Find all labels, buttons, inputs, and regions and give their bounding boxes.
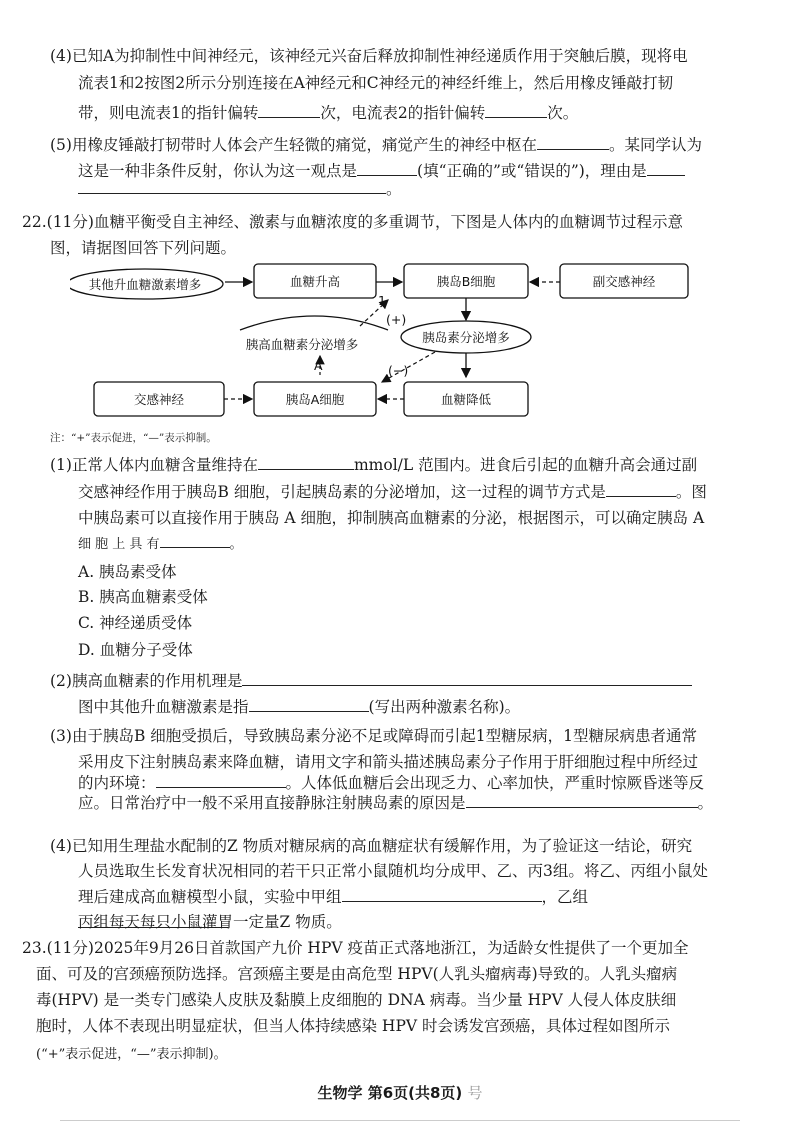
q22-part3-line3: 的内环境： 。人体低血糖后会出现乏力、心率加快，严重时惊厥昏迷等反 [78, 770, 728, 796]
footer-mark: 号 [467, 1084, 483, 1102]
q23-line3: 毒(HPV) 是一类专门感染人皮肤及黏膜上皮细胞的 DNA 病毒。当少量 HPV 人侵人体皮肤细 [36, 991, 677, 1009]
bottom-rule [60, 1120, 740, 1121]
q22-part1-line1: (1)正常人体内血糖含量维持在 mmol/L 范围内。进食后引起的血糖升高会通过副 [50, 452, 730, 478]
answer-blank[interactable] [258, 452, 354, 470]
q21-part5-line3: 。 [78, 176, 728, 202]
q23-line4: 胞时，人体不表现出明显症状，但当人体持续感染 HPV 时会诱发宫颈癌，具体过程如图所示 [36, 1017, 670, 1035]
page-footer [0, 1082, 800, 1103]
answer-blank[interactable] [249, 694, 369, 712]
insulin-up-label: 胰岛素分泌增多 [422, 330, 510, 345]
q21-part5-line2: 这是一种非条件反射，你认为这一观点是 (填“正确的”或“错误的”)，理由是 [78, 158, 728, 184]
q22-part4-line1: (4)已知用生理盐水配制的Z 物质对糖尿病的高血糖症状有缓解作用，为了验证这一结论，研究 [50, 837, 693, 855]
q23-line5: (“+”表示促进，“—”表示抑制)。 [36, 1047, 227, 1062]
option-a[interactable]: A. 胰岛素受体 [78, 563, 177, 581]
glucagon-arc [240, 316, 388, 330]
label-1: 1 [378, 293, 386, 308]
answer-blank[interactable] [606, 479, 676, 497]
alpha-cell-label: 胰岛A细胞 [285, 392, 345, 407]
q22-part1-line3: 中胰岛素可以直接作用于胰岛 A 细胞，抑制胰高血糖素的分泌，根据图示，可以确定胰岛 A [78, 509, 705, 527]
glucose-down-label: 血糖降低 [440, 392, 492, 407]
answer-blank[interactable] [78, 176, 386, 194]
q22-intro-line1: 22.(11分)血糖平衡受自主神经、激素与血糖浓度的多重调节，下图是人体内的血糖调节过程示意 [22, 213, 683, 231]
q23-line2: 面、可及的宫颈癌预防选择。宫颈癌主要是由高危型 HPV(人乳头瘤病毒)导致的。人乳头瘤病 [36, 965, 678, 983]
answer-blank[interactable] [466, 790, 698, 808]
answer-blank[interactable] [156, 770, 286, 788]
q21-part4-line2: 流表1和2按图2所示分别连接在A神经元和C神经元的神经纤维上，然后用橡皮锤敲打韧 [78, 74, 674, 92]
other-hormones-label: 其他升血糖激素增多 [88, 277, 202, 292]
answer-blank[interactable] [342, 884, 542, 902]
answer-blank[interactable] [537, 132, 609, 150]
glucagon-up-label: 胰高血糖素分泌增多 [245, 337, 359, 352]
q22-part1-line2: 交感神经作用于胰岛B 细胞，引起胰岛素的分泌增加，这一过程的调节方式是 。图 [78, 479, 728, 505]
diagram-note: 注：“+”表示促进，“—”表示抑制。 [50, 432, 217, 444]
q21-part5-line1: (5)用橡皮锤敲打韧带时人体会产生轻微的痛觉，痛觉产生的神经中枢在 。某同学认为 [50, 132, 730, 158]
q22-intro-line2: 图，请据图回答下列问题。 [50, 239, 237, 257]
answer-blank[interactable] [160, 530, 230, 548]
glucose-up-label: 血糖升高 [289, 274, 341, 289]
option-b[interactable]: B. 胰高血糖素受体 [78, 588, 208, 606]
minus-sign: (−) [388, 363, 409, 378]
answer-blank[interactable] [485, 100, 547, 118]
q22-part2-line1: (2)胰高血糖素的作用机理是 [50, 668, 730, 694]
q21-part4-line1: (4)已知A为抑制性中间神经元，该神经元兴奋后释放抑制性神经递质作用于突触后膜，现将电 [50, 47, 688, 65]
page-number: 生物学 第6页(共8页) [317, 1084, 463, 1102]
answer-blank[interactable] [357, 158, 417, 176]
option-c[interactable]: C. 神经递质受体 [78, 614, 193, 632]
answer-blank[interactable] [647, 158, 685, 176]
q22-part3-line4: 应。日常治疗中一般不采用直接静脉注射胰岛素的原因是 。 [78, 790, 728, 816]
sympathetic-label: 交感神经 [133, 392, 185, 407]
label-a: A [314, 358, 323, 373]
q22-part1-line4: 细 胞 上 具 有 。 [78, 530, 728, 557]
glucose-regulation-diagram [70, 258, 710, 424]
q22-part3-line2: 采用皮下注射胰岛素来降血糖，请用文字和箭头描述胰岛素分子作用于肝细胞过程中所经过 [78, 753, 699, 771]
q21-part4-line3: 带，则电流表1的指针偏转 次，电流表2的指针偏转 次。 [78, 100, 728, 126]
parasympathetic-label: 副交感神经 [592, 274, 656, 289]
q22-part2-line2: 图中其他升血糖激素是指 (写出两种激素名称)。 [78, 694, 728, 720]
q23-line1: 23.(11分)2025年9月26日首款国产九价 HPV 疫苗正式落地浙江，为适龄女性提供了一个更加全 [22, 939, 689, 957]
option-d[interactable]: D. 血糖分子受体 [78, 641, 193, 659]
q22-part4-line4: 丙组每天每只小鼠灌胃一定量Z 物质。 [78, 913, 342, 931]
answer-blank[interactable] [258, 100, 320, 118]
answer-blank[interactable] [242, 668, 692, 686]
q22-part4-line2: 人员选取生长发育状况相同的若干只正常小鼠随机均分成甲、乙、丙3组。将乙、丙组小鼠处 [78, 862, 708, 880]
plus-sign: (+) [386, 312, 407, 327]
q22-part4-line3: 理后建成高血糖模型小鼠，实验中甲组 ，乙组 [78, 884, 728, 936]
beta-cell-label: 胰岛B细胞 [436, 274, 496, 289]
q22-part3-line1: (3)由于胰岛B 细胞受损后，导致胰岛素分泌不足或障碍而引起1型糖尿病，1型糖尿病患者通常 [50, 727, 697, 745]
